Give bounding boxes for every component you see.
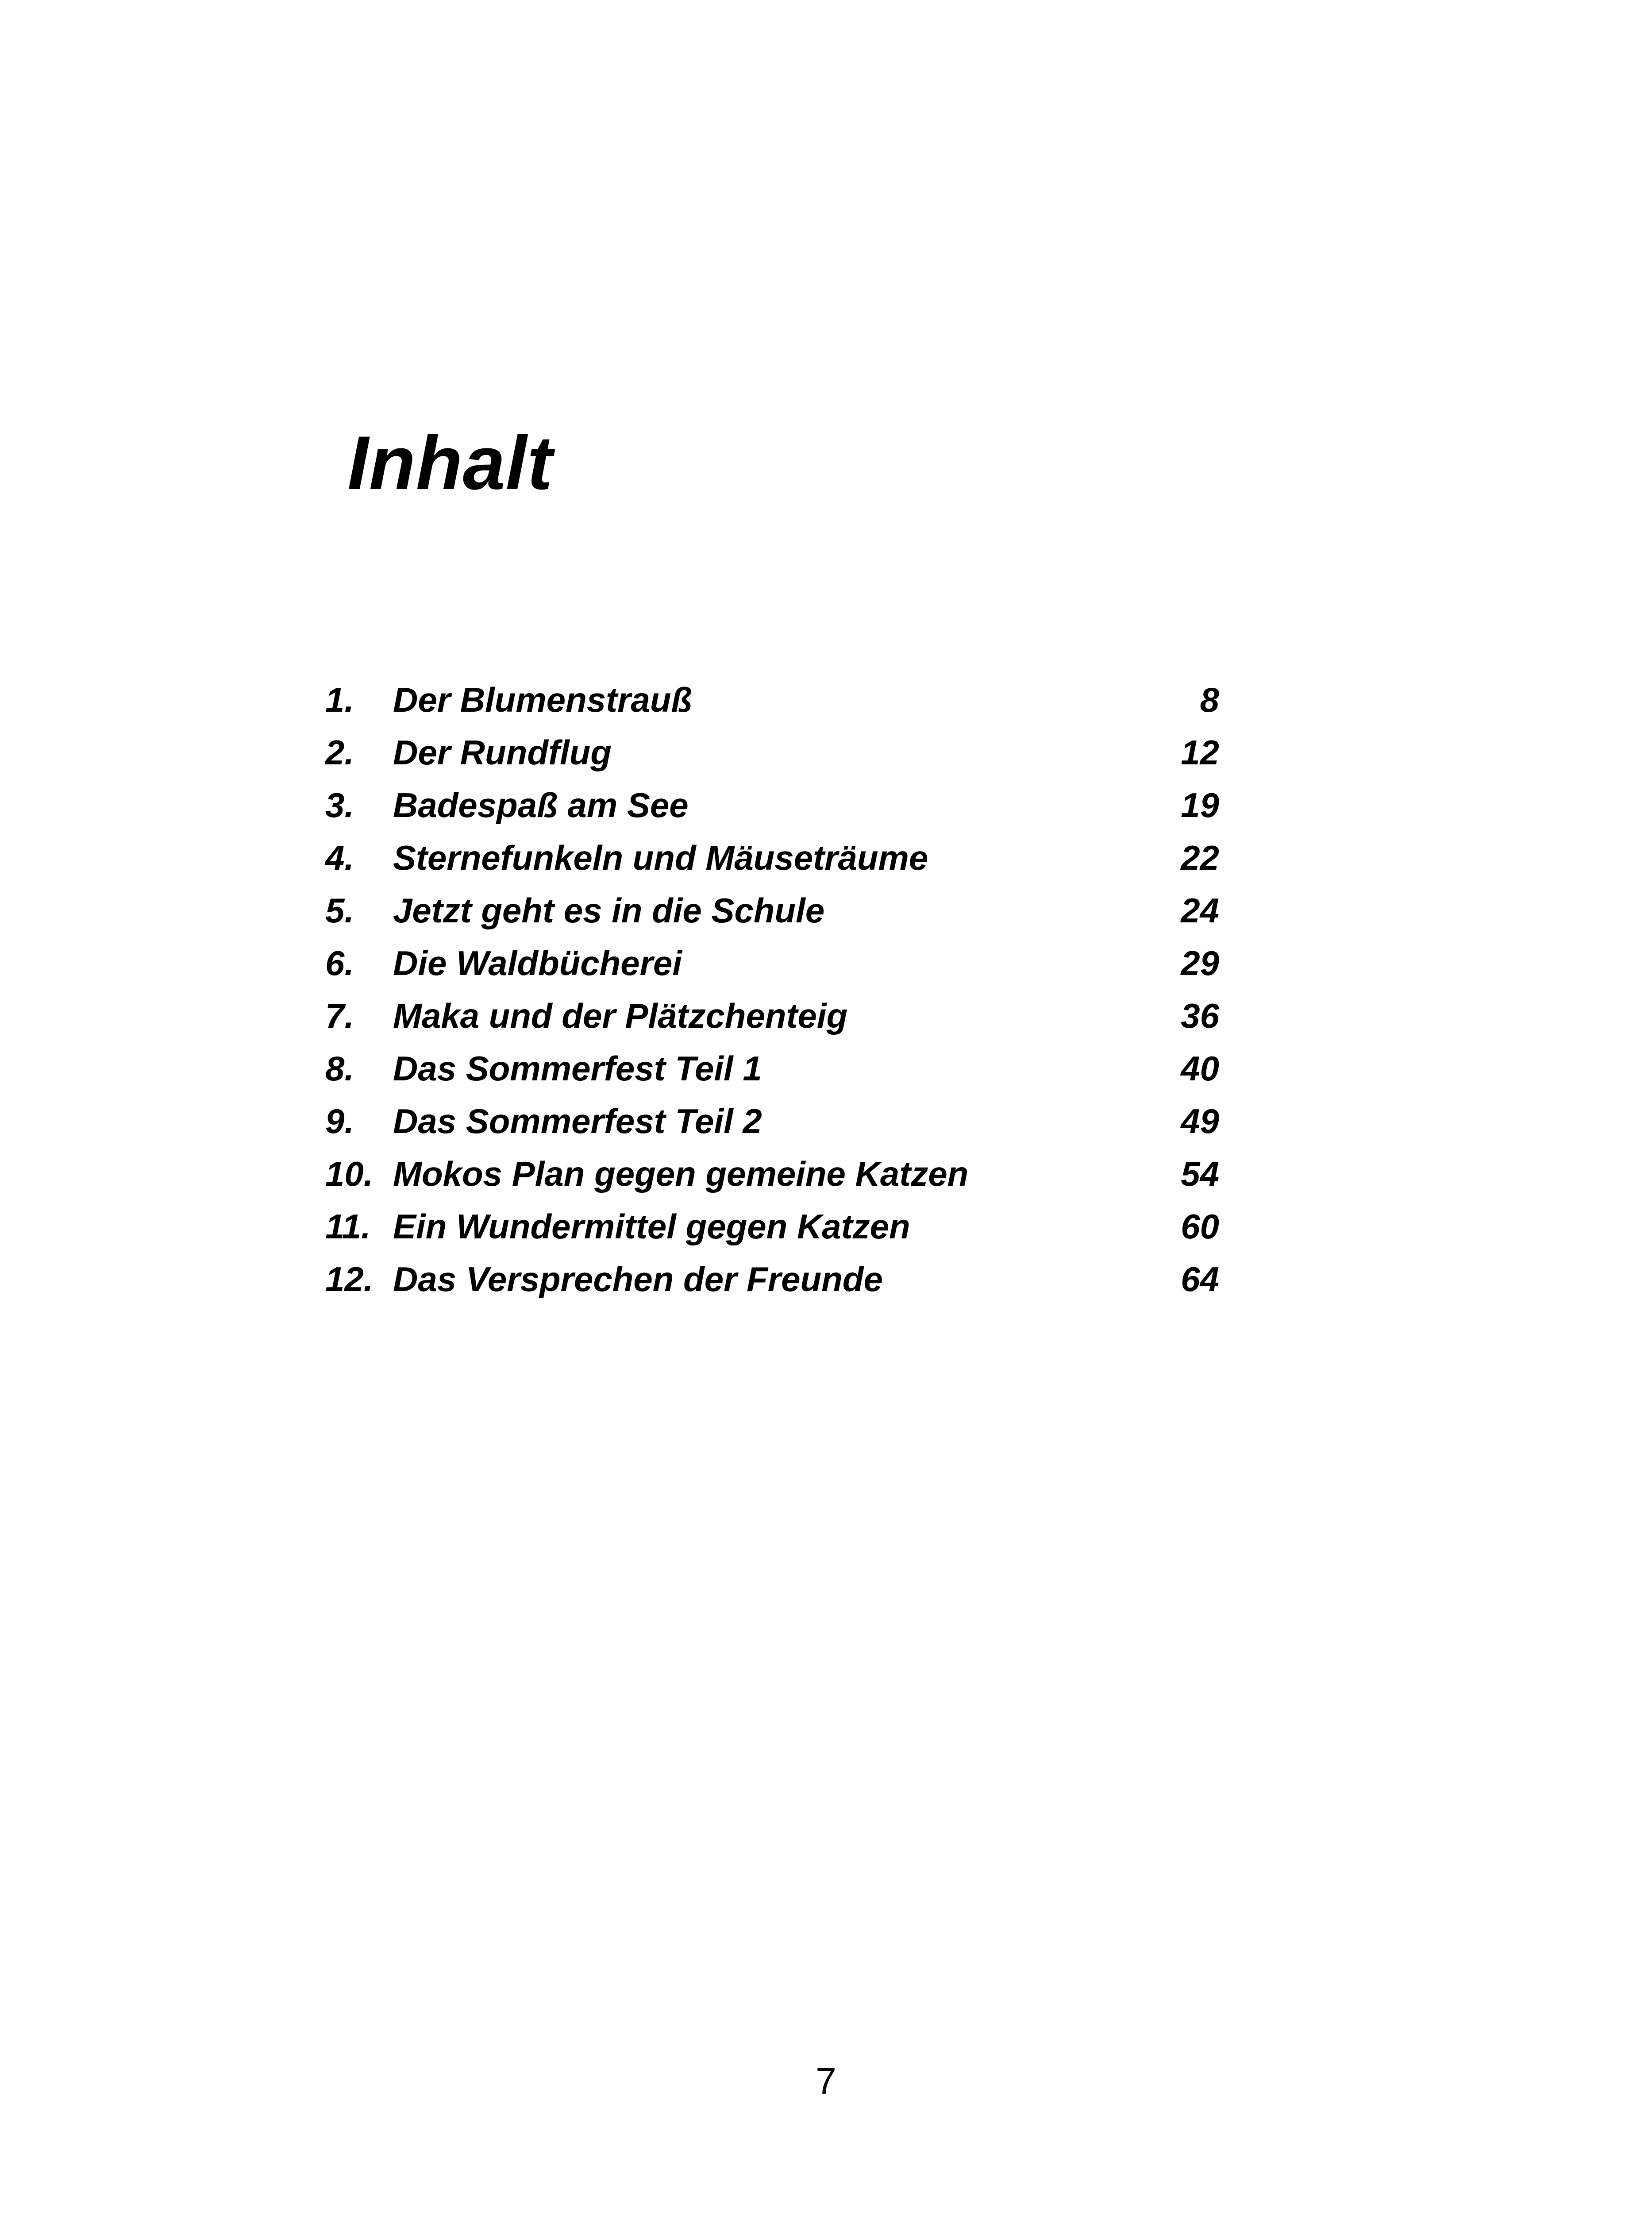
toc-entry-title: Der Rundflug	[393, 733, 612, 772]
toc-entry-page: 40	[1181, 1049, 1219, 1088]
toc-entry	[325, 1042, 1219, 1095]
toc-entry	[325, 1253, 1219, 1306]
toc-entry	[325, 937, 1219, 990]
toc-entry-title: Das Sommerfest Teil 1	[393, 1049, 762, 1088]
toc-entry-number: 4.	[325, 838, 354, 877]
toc-entry	[325, 1148, 1219, 1200]
toc-entry-number: 8.	[325, 1049, 354, 1088]
toc-entry	[325, 884, 1219, 937]
toc-entry-page: 54	[1181, 1154, 1219, 1193]
toc-entry	[325, 674, 1219, 726]
toc-entry-page: 64	[1181, 1260, 1219, 1299]
toc-entry	[325, 1200, 1219, 1253]
toc-entry-number: 9.	[325, 1102, 354, 1141]
toc-entry-title: Die Waldbücherei	[393, 944, 682, 983]
toc-entry-title: Ein Wundermittel gegen Katzen	[393, 1207, 910, 1246]
toc-entry-page: 29	[1181, 944, 1219, 983]
toc-entry-number: 2.	[325, 733, 354, 772]
toc-entry-number: 10.	[325, 1154, 374, 1193]
toc-entry-page: 49	[1181, 1102, 1219, 1141]
toc-entry-title: Der Blumenstrauß	[393, 680, 693, 719]
toc-entry-page: 24	[1181, 891, 1219, 930]
toc-entry-page: 19	[1181, 786, 1219, 825]
table-of-contents	[325, 674, 1219, 1306]
toc-entry-number: 3.	[325, 786, 354, 825]
toc-entry-page: 60	[1181, 1207, 1219, 1246]
toc-entry-title: Sternefunkeln und Mäuseträume	[393, 838, 928, 877]
toc-entry	[325, 990, 1219, 1042]
toc-entry-number: 5.	[325, 891, 354, 930]
page-number: 7	[816, 2060, 836, 2102]
toc-entry-page: 12	[1181, 733, 1219, 772]
toc-entry-page: 36	[1181, 996, 1219, 1035]
toc-entry-page: 22	[1181, 838, 1219, 877]
toc-entry-title: Badespaß am See	[393, 786, 689, 825]
toc-entry-title: Das Versprechen der Freunde	[393, 1260, 883, 1299]
toc-entry	[325, 1095, 1219, 1148]
toc-entry-title: Jetzt geht es in die Schule	[393, 891, 825, 930]
toc-entry-number: 6.	[325, 944, 354, 983]
toc-entry	[325, 726, 1219, 779]
toc-entry-page: 8	[1200, 680, 1219, 719]
toc-entry	[325, 779, 1219, 832]
toc-entry-number: 11.	[325, 1207, 371, 1246]
toc-entry-number: 1.	[325, 680, 354, 719]
toc-entry-title: Das Sommerfest Teil 2	[393, 1102, 762, 1141]
toc-entry-title: Maka und der Plätzchenteig	[393, 996, 848, 1035]
toc-entry-number: 7.	[325, 996, 354, 1035]
page-title: Inhalt	[347, 420, 553, 505]
toc-entry-number: 12.	[325, 1260, 374, 1299]
toc-entry	[325, 832, 1219, 884]
toc-entry-title: Mokos Plan gegen gemeine Katzen	[393, 1154, 969, 1193]
